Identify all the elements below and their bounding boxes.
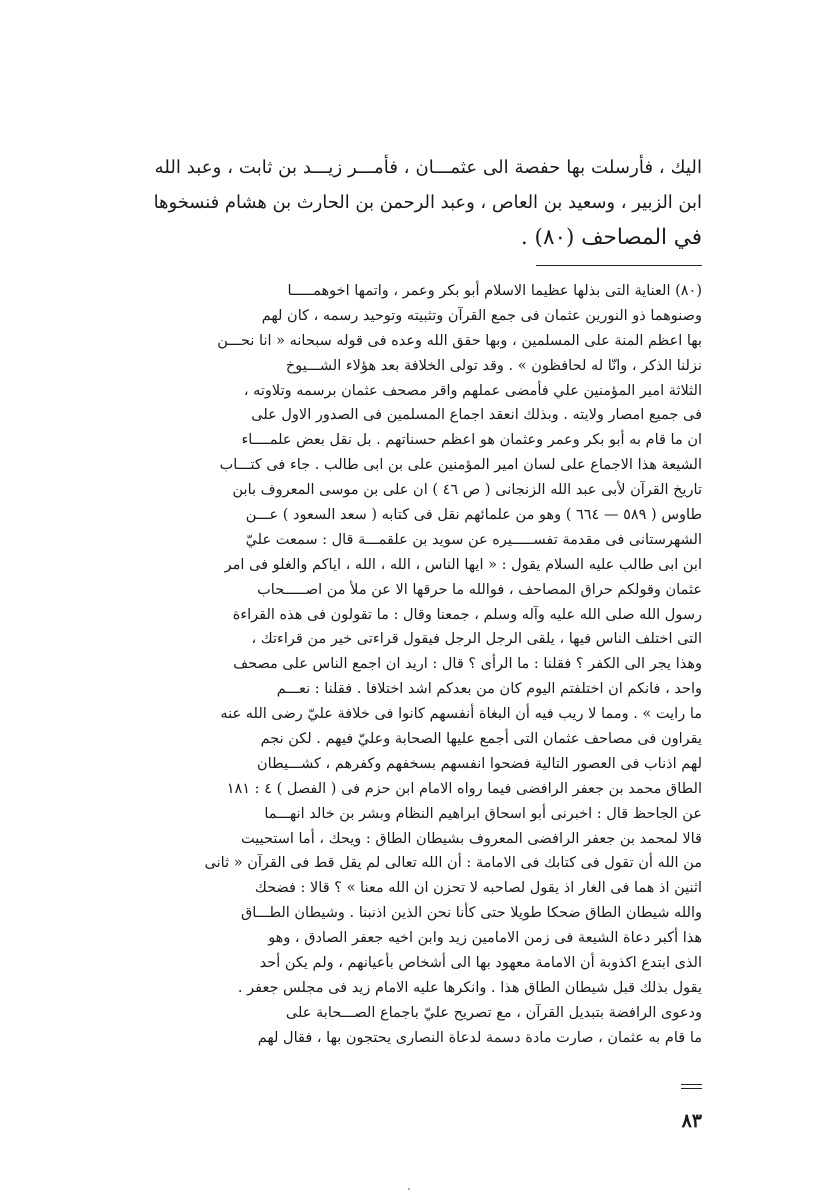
page-number: ٨٣ bbox=[681, 1110, 702, 1132]
footnote-line: الثلاثة امير المؤمنين علي فأمضى عملهم واقر مصحف عثمان برسمه وتلاوته ، bbox=[243, 382, 702, 399]
footnote-line: عن الجاحظ قال : اخبرنى أبو اسحاق ابراهيم النظام وبشر بن خالد انهـــما bbox=[264, 805, 702, 822]
footnote-line: يقراون فى مصاحف عثمان التى أجمع عليها الصحابة وعليّ فيهم . لكن نجم bbox=[260, 731, 702, 748]
footnote-line: التى اختلف الناس فيها ، يلقى الرجل الرجل فيقول قراءتى خير من قراءتك ، bbox=[251, 631, 702, 648]
footnote-line: الطاق محمد بن جعفر الرافضى فيما رواه الامام ابن حزم فى ( الفصل ) ٤ : ١٨١ bbox=[226, 780, 702, 797]
main-text-line: ابن الزبير ، وسعيد بن العاص ، وعبد الرحمن بن الحارث بن هشام فنسخوها bbox=[153, 192, 702, 213]
footnote-line: رسول الله صلى الله عليه وآله وسلم ، جمعنا وقال : ما تقولون فى هذه القراءة bbox=[232, 606, 702, 623]
footnote-separator bbox=[536, 265, 702, 266]
footnote-line: (٨٠) العناية التى بذلها عظيما الاسلام أبو بكر وعمر ، واتمها اخوهمـــــا bbox=[287, 283, 702, 299]
footnote-line: نزلنا الذكر ، وانّا له لحافظون » . وقد تولى الخلافة بعد هؤلاء الشـــيوخ bbox=[285, 357, 702, 374]
footnote-line: تاريخ القرآن لأبى عبد الله الزنجانى ( ص ٤٦ ) ان على بن موسى المعروف بابن bbox=[232, 482, 702, 499]
footnote-line: هذا أكبر دعاة الشيعة فى زمن الامامين زيد وابن اخيه جعفر الصادق ، وهو bbox=[268, 930, 702, 947]
footnote-line: ان ما قام به أبو بكر وعمر وعثمان هو اعظم حسناتهم . بل نقل بعض علمــــاء bbox=[241, 432, 702, 449]
footnote-line: وهذا يجر الى الكفر ؟ فقلنا : ما الرأى ؟ قال : اريد ان اجمع الناس على مصحف bbox=[233, 656, 702, 673]
footnote-line: من الله أن تقول فى كتابك فى الامامة : أن الله تعالى لم يقل قط فى القرآن « ثانى bbox=[204, 855, 702, 872]
footnote-line: والله شيطان الطاق ضحكا طويلا حتى كأنا نحن الذين اذنبنا . وشيطان الطـــاق bbox=[241, 905, 702, 922]
scan-speck bbox=[408, 1188, 410, 1190]
footnote-line: واحد ، فانكم ان اختلفتم اليوم كان من بعدكم اشد اختلافا . فقلنا : نعـــم bbox=[276, 681, 702, 698]
footnote-line: بها اعظم المنة على المسلمين ، وبها حقق الله وعده فى قوله سبحانه « انا نحـــن bbox=[217, 332, 702, 349]
footnote-line: عثمان وقولكم حراق المصاحف ، فوالله ما حرقها الا عن ملأ من اصـــــحاب bbox=[257, 581, 702, 598]
main-text-line: في المصاحف (٨٠) . bbox=[520, 225, 702, 250]
footnote-line: الذى ابتدع اكذوبة أن الامامة معهود بها الى أشخاص بأعيانهم ، ولم يكن أحد bbox=[259, 955, 702, 972]
footnote-block bbox=[150, 279, 702, 1051]
footnote-line: الشيعة هذا الاجماع على لسان امير المؤمنين على بن ابى طالب . جاء فى كتـــاب bbox=[219, 457, 702, 474]
continuation-mark bbox=[681, 1084, 702, 1094]
footnote-line: يقول بذلك قبل شيطان الطاق هذا . وانكرها عليه الامام زيد فى مجلس جعفر . bbox=[237, 979, 702, 996]
main-text-line: اليك ، فأرسلت بها حفصة الى عثمـــان ، فأمـــر زيـــد بن ثابت ، وعبد الله bbox=[154, 157, 702, 178]
footnote-line: الشهرستانى فى مقدمة تفســـــيره عن سويد بن علقمـــة قال : سمعت عليّ bbox=[245, 531, 702, 548]
footnote-line: اثنين اذ هما فى الغار اذ يقول لصاحبه لا تحزن ان الله معنا » ؟ قالا : فضحك bbox=[254, 880, 702, 897]
footnote-line: ما رايت » . ومما لا ريب فيه أن البغاة أنفسهم كانوا فى خلافة عليّ رضى الله عنه bbox=[220, 706, 702, 723]
footnote-line: ودعوى الرافضة بتبديل القرآن ، مع تصريح عليّ باجماع الصـــحابة على bbox=[285, 1004, 702, 1021]
footnote-line: وصنوهما ذو النورين عثمان فى جمع القرآن وتثبيته وتوحيد رسمه ، كان لهم bbox=[261, 307, 702, 324]
footnote-line: فى جميع امصار ولايته . وبذلك انعقد اجماع المسلمين فى الصدور الاول على bbox=[251, 407, 702, 424]
footnote-line: قالا لمحمد بن جعفر الرافضى المعروف بشيطان الطاق : ويحك ، أما استحييت bbox=[241, 830, 702, 847]
main-text-block bbox=[150, 150, 702, 255]
footnote-line: ابن ابى طالب عليه السلام يقول : « ايها الناس ، الله ، الله ، اياكم والغلو فى امر bbox=[224, 556, 702, 573]
footnote-line: لهم اذناب فى العصور التالية فضحوا انفسهم بسخفهم وكفرهم ، كشـــيطان bbox=[257, 755, 702, 772]
footnote-line: طاوس ( ٥٨٩ — ٦٦٤ ) وهو من علمائهم نقل فى كتابه ( سعد السعود ) عـــن bbox=[245, 507, 702, 524]
footnote-line: ما قام به عثمان ، صارت مادة دسمة لدعاة النصارى يحتجون بها ، فقال لهم bbox=[257, 1029, 702, 1046]
